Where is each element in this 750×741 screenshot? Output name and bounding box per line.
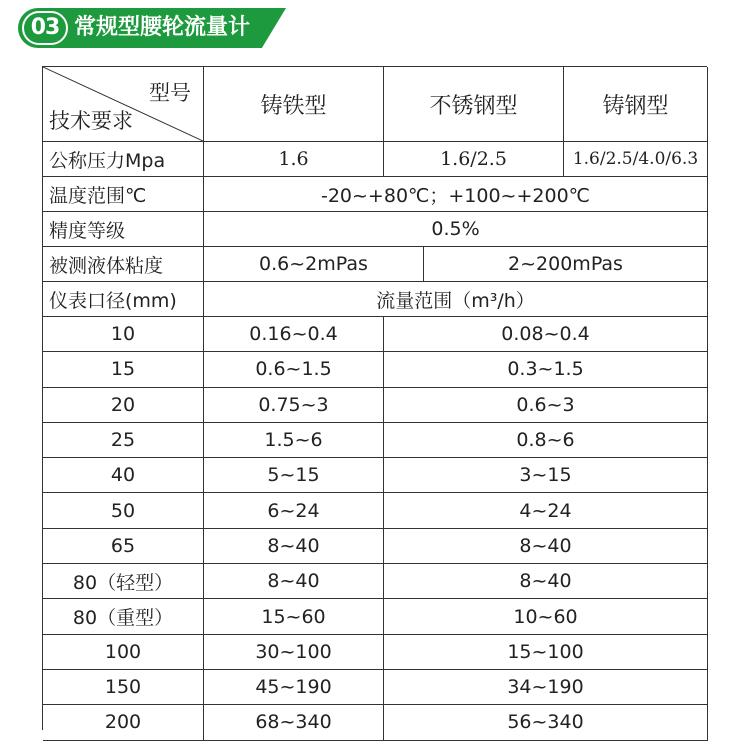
pressure-stainless: 1.6/2.5 <box>384 142 564 177</box>
table-row-size: 200 <box>43 705 204 740</box>
table-row-size: 15 <box>43 352 204 387</box>
table-row-low: 15~60 <box>204 599 384 634</box>
table-row-low: 1.5~6 <box>204 423 384 458</box>
temperature-value: -20~+80℃；+100~+200℃ <box>204 177 708 212</box>
corner-label-model: 型号 <box>149 81 191 105</box>
table-row-high: 0.3~1.5 <box>384 352 708 387</box>
table-row-size: 65 <box>43 529 204 564</box>
table-row-low: 0.6~1.5 <box>204 352 384 387</box>
table-row-size: 40 <box>43 458 204 493</box>
table-row-high: 10~60 <box>384 599 708 634</box>
table-row-high: 8~40 <box>384 529 708 564</box>
table-row-low: 45~190 <box>204 670 384 705</box>
table-row-high: 4~24 <box>384 493 708 528</box>
table-row-size: 150 <box>43 670 204 705</box>
pressure-cast-iron: 1.6 <box>204 142 384 177</box>
table-row-low: 0.75~3 <box>204 388 384 423</box>
table-row-size: 80（重型） <box>43 599 204 634</box>
table-row-high: 0.08~0.4 <box>384 317 708 352</box>
pressure-label: 公称压力Mpa <box>43 142 204 177</box>
temperature-label: 温度范围℃ <box>43 177 204 212</box>
table-row-low: 8~40 <box>204 529 384 564</box>
table-row-size: 100 <box>43 635 204 670</box>
corner-header-cell <box>43 67 204 142</box>
corner-label-spec: 技术要求 <box>49 109 133 133</box>
viscosity-low: 0.6~2mPas <box>204 247 424 282</box>
table-row-low: 6~24 <box>204 493 384 528</box>
spec-table <box>42 66 707 734</box>
table-row-high: 8~40 <box>384 564 708 599</box>
table-row-low: 5~15 <box>204 458 384 493</box>
table-row-size: 80（轻型） <box>43 564 204 599</box>
table-row-high: 0.6~3 <box>384 388 708 423</box>
table-row-size: 25 <box>43 423 204 458</box>
model-header-cast-steel: 铸钢型 <box>564 67 708 142</box>
viscosity-label: 被测液体粘度 <box>43 247 204 282</box>
accuracy-label: 精度等级 <box>43 212 204 247</box>
table-row-high: 34~190 <box>384 670 708 705</box>
table-row-low: 8~40 <box>204 564 384 599</box>
viscosity-high: 2~200mPas <box>384 247 708 282</box>
accuracy-value: 0.5% <box>204 212 708 247</box>
table-row-high: 56~340 <box>384 705 708 740</box>
model-header-stainless: 不锈钢型 <box>384 67 564 142</box>
section-number-badge: 03 <box>22 11 68 45</box>
pressure-cast-steel: 1.6/2.5/4.0/6.3 <box>564 142 708 177</box>
table-row-low: 0.16~0.4 <box>204 317 384 352</box>
table-row-low: 68~340 <box>204 705 384 740</box>
model-header-cast-iron: 铸铁型 <box>204 67 384 142</box>
table-row-high: 15~100 <box>384 635 708 670</box>
section-title: 常规型腰轮流量计 <box>74 15 251 40</box>
table-row-size: 20 <box>43 388 204 423</box>
table-row-low: 30~100 <box>204 635 384 670</box>
table-row-size: 10 <box>43 317 204 352</box>
diameter-header: 仪表口径(mm) <box>43 282 204 317</box>
table-row-high: 3~15 <box>384 458 708 493</box>
table-row-size: 50 <box>43 493 204 528</box>
table-row-high: 0.8~6 <box>384 423 708 458</box>
flow-range-header: 流量范围（m³/h） <box>204 282 708 317</box>
